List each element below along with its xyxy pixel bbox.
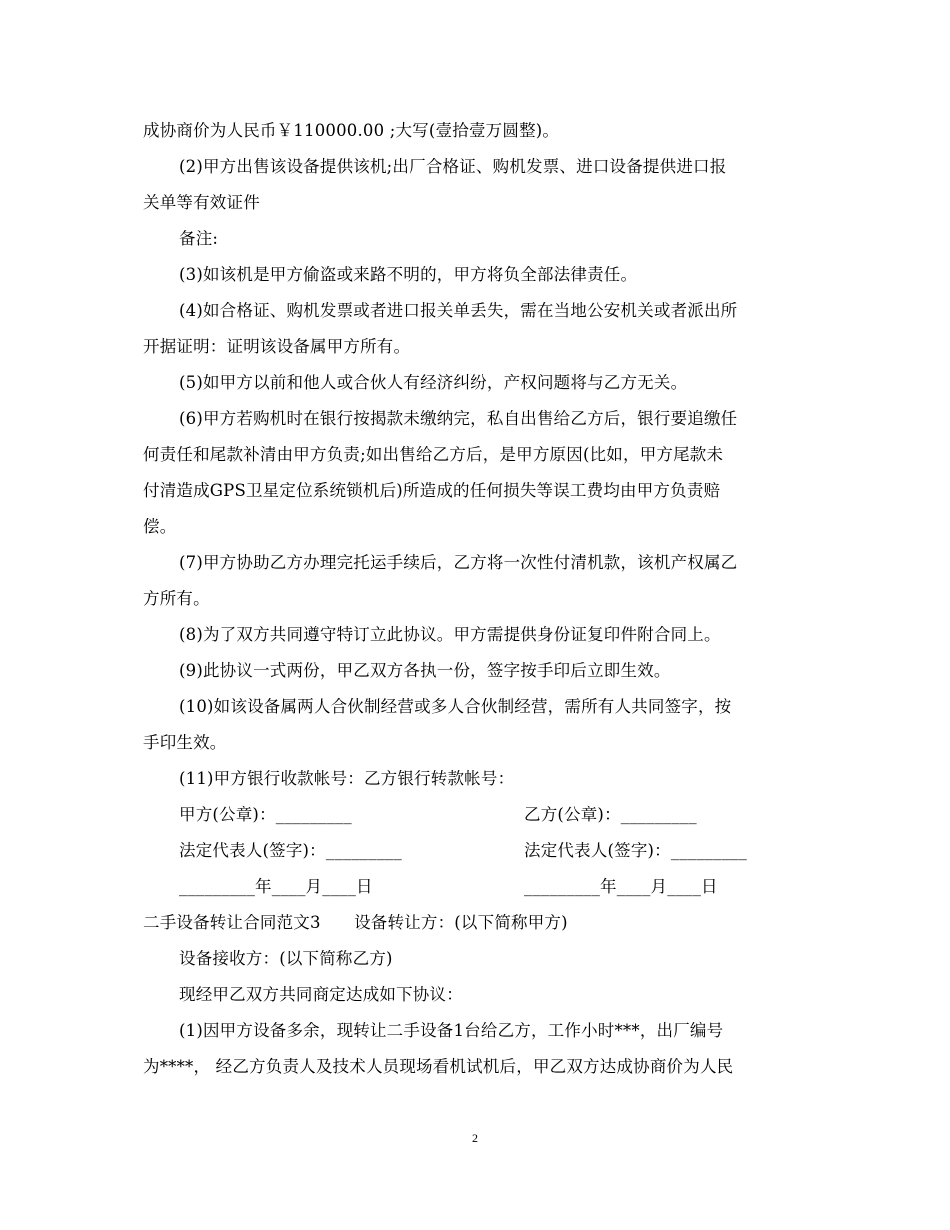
text-line: (6)甲方若购机时在银行按揭款未缴纳完，私自出售给乙方后，银行要追缴任 [179,409,738,428]
text-line: 开据证明：证明该设备属甲方所有。 [143,337,411,356]
text-line: (5)如甲方以前和他人或合伙人有经济纠纷，产权问题将与乙方无关。 [179,373,688,392]
text-line: 方所有。 [143,589,210,608]
party-a-representative: 法定代表人(签字)：_________ [179,841,402,860]
text-line: (2)甲方出售该设备提供该机;出厂合格证、购机发票、进口设备提供进口报 [179,157,727,176]
text-line: 付清造成GPS卫星定位系统锁机后)所造成的任何损失等误工费均由甲方负责赔 [143,481,721,500]
text-line: (10)如该设备属两人合伙制经营或多人合伙制经营，需所有人共同签字，按 [179,697,732,716]
text-line: 为****， 经乙方负责人及技术人员现场看机试机后，甲乙双方达成协商价为人民 [143,1057,734,1076]
text-line: 偿。 [143,517,177,536]
party-a-date: _________年____月____日 [179,877,373,896]
text-line: 何责任和尾款补清由甲方负责;如出售给乙方后，是甲方原因(比如，甲方尾款未 [143,445,724,464]
text-line: 手印生效。 [143,733,227,752]
section-heading: 二手设备转让合同范文3 设备转让方：(以下简称甲方) [143,913,568,932]
party-b-representative: 法定代表人(签字)：_________ [524,841,747,860]
page-number: 2 [472,1131,478,1145]
text-line: (11)甲方银行收款帐号：乙方银行转款帐号： [179,769,515,788]
party-b-seal: 乙方(公章)：_________ [524,805,697,824]
text-line: 备注: [179,229,219,248]
text-line: 现经甲乙双方共同商定达成如下协议： [179,985,463,1004]
text-line: (4)如合格证、购机发票或者进口报关单丢失，需在当地公安机关或者派出所 [179,301,738,320]
text-line: (8)为了双方共同遵守特订立此协议。甲方需提供身份证复印件附合同上。 [179,625,721,644]
party-b-date: _________年____月____日 [524,877,718,896]
text-line: 设备接收方：(以下简称乙方) [179,949,393,968]
text-line: (3)如该机是甲方偷盗或来路不明的，甲方将负全部法律责任。 [179,265,638,284]
text-line: (9)此协议一式两份，甲乙双方各执一份，签字按手印后立即生效。 [179,661,671,680]
party-a-seal: 甲方(公章)：_________ [179,805,352,824]
text-line: (1)因甲方设备多余，现转让二手设备1台给乙方，工作小时***，出厂编号 [179,1021,724,1040]
text-line: 关单等有效证件 [143,193,260,212]
text-line: 成协商价为人民币￥110000.00 ;大写(壹拾壹万圆整)。 [143,121,560,140]
text-line: (7)甲方协助乙方办理完托运手续后，乙方将一次性付清机款，该机产权属乙 [179,553,738,572]
